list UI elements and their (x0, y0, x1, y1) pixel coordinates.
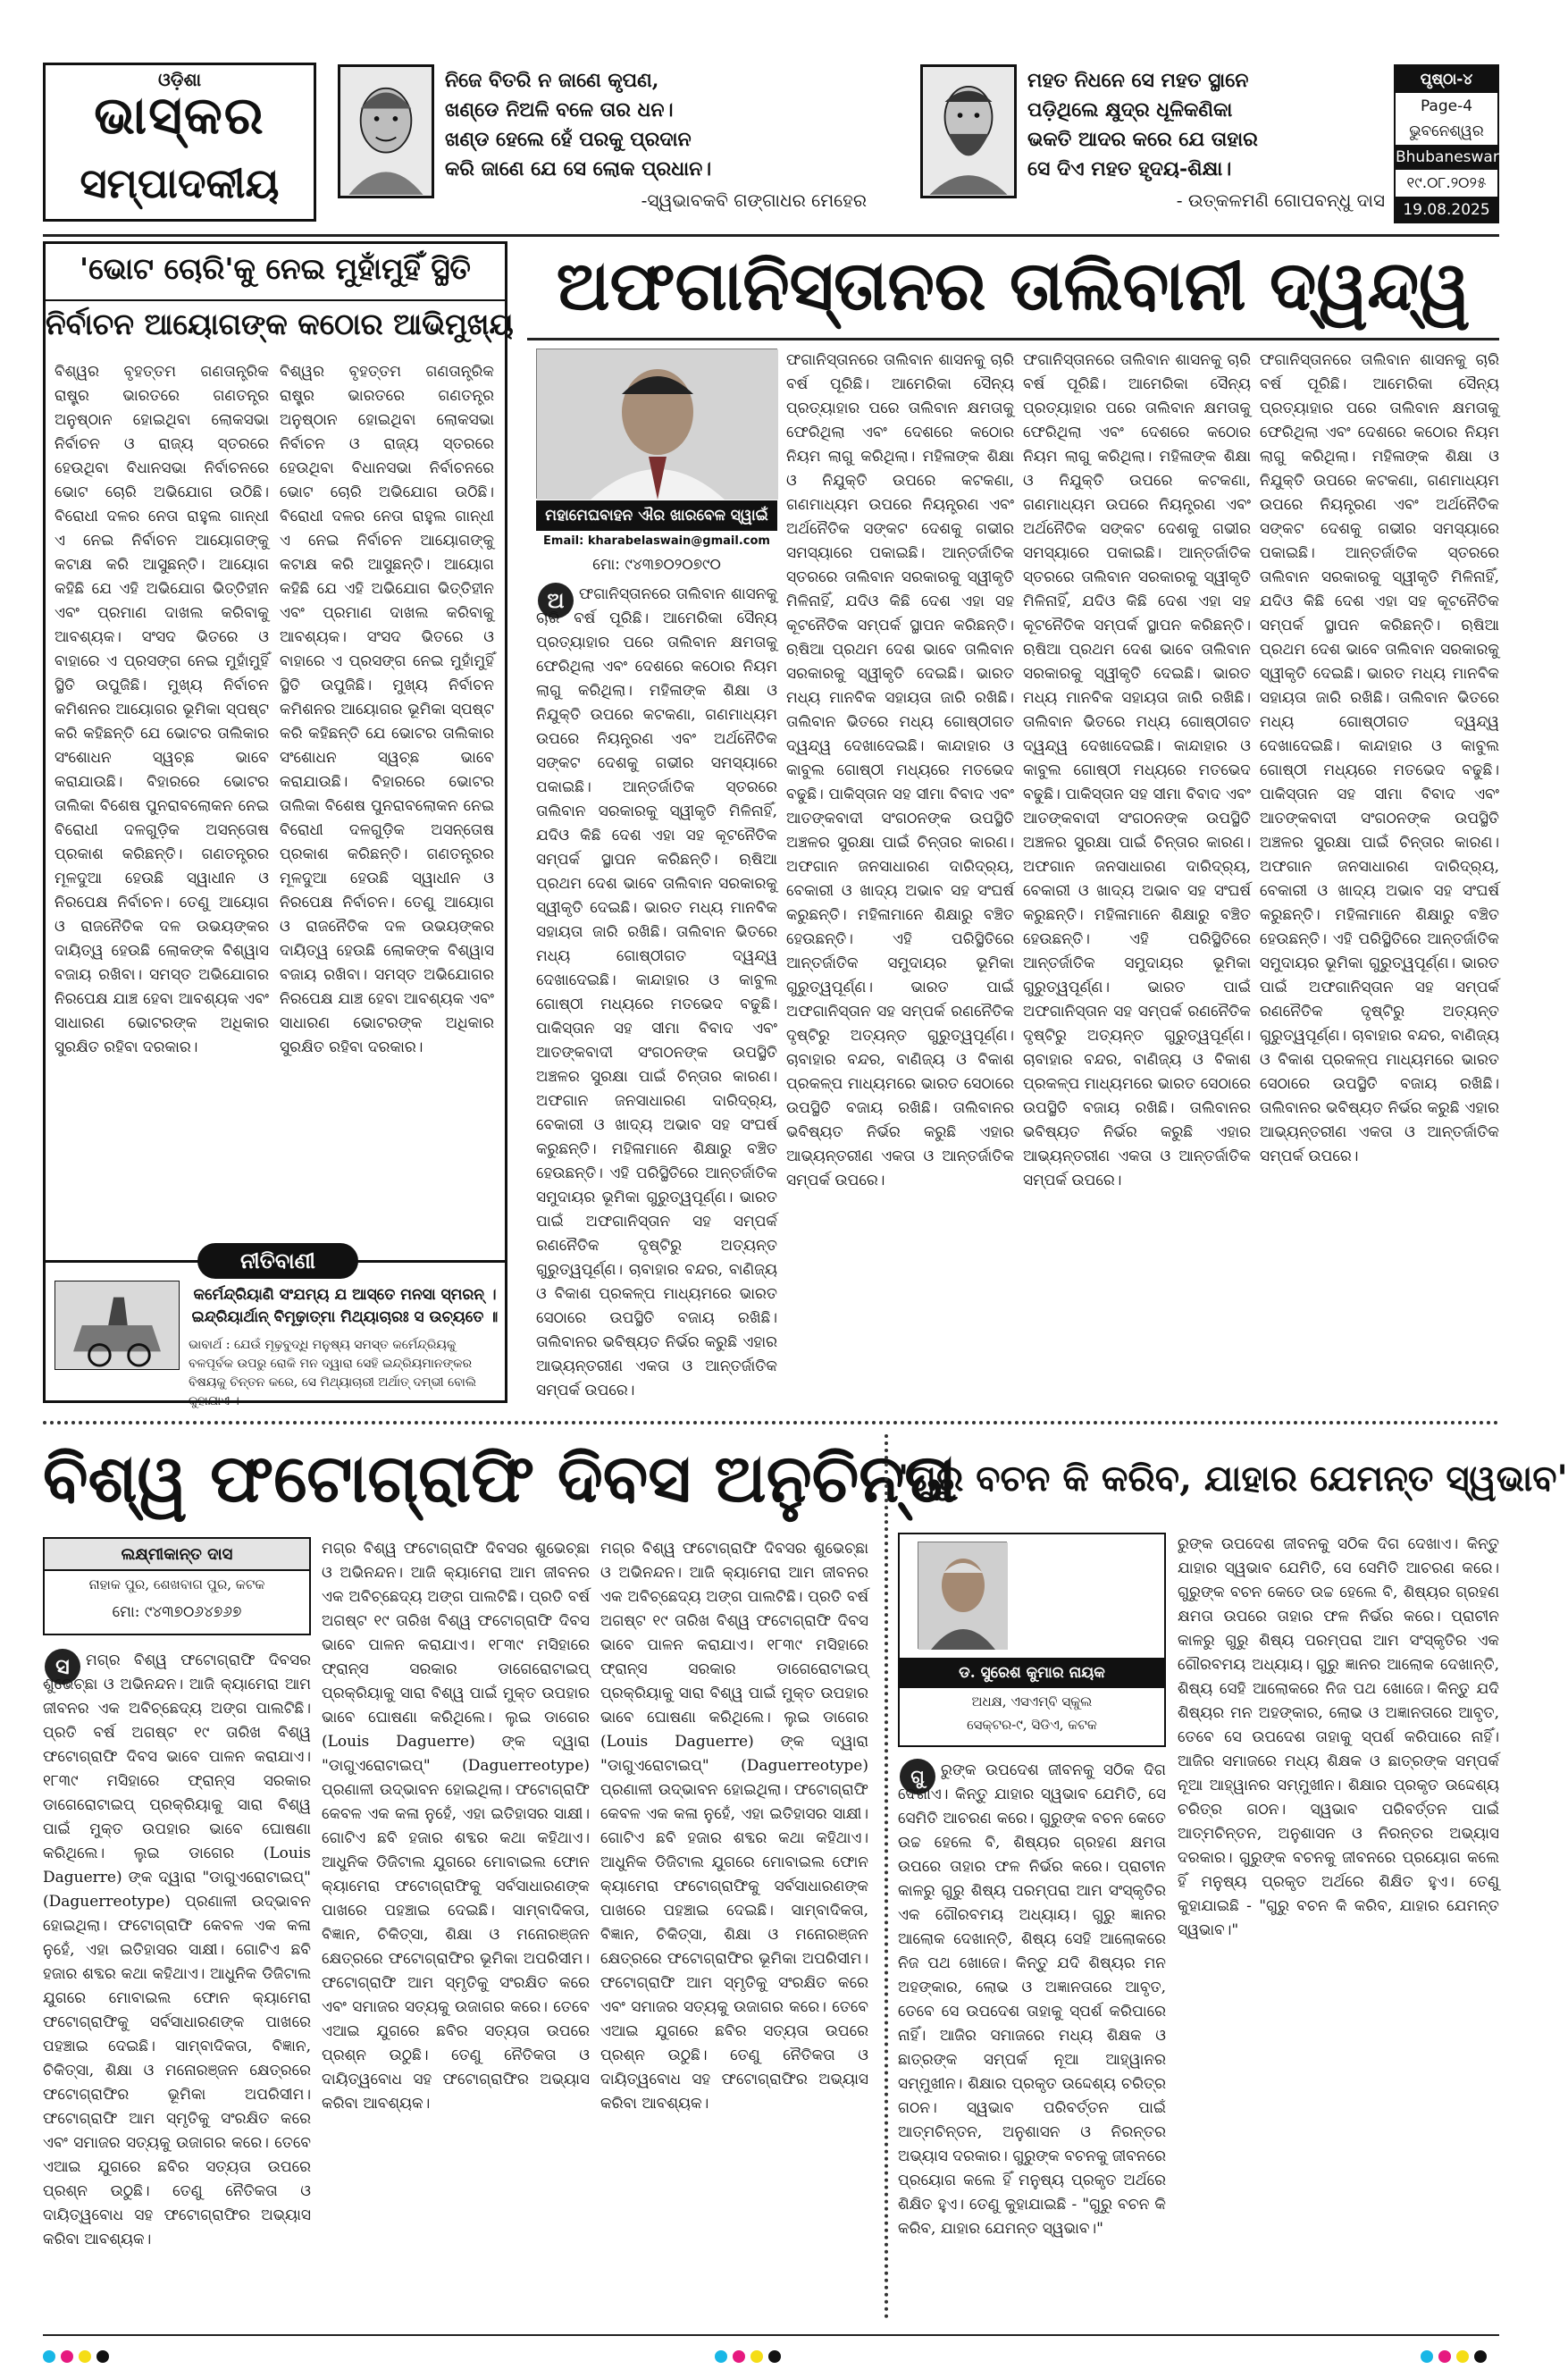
registration-dot (733, 2350, 745, 2363)
niti-verse (189, 1284, 501, 1329)
registration-dot (715, 2350, 727, 2363)
poem-left-line: ନିଜେ ବିତରି ନ ଜାଣେ କୃପଣ, (445, 69, 659, 92)
logo-section: ସମ୍ପାଦକୀୟ (80, 159, 280, 207)
poem-left-line: ଖଣ୍ଡେ ନିଅଳି ବଳେ ତାର ଧନ। (445, 98, 674, 122)
dropcap-gu: ଗୁ (900, 1759, 935, 1794)
author-designation-suresh: ଅଧକ୍ଷ, ଏସଏମ୍ବି ସ୍କୁଲ (971, 1693, 1093, 1710)
page-number-english: Page-4 (1420, 97, 1473, 115)
poet-portrait-right (920, 64, 1017, 198)
poem-left (445, 66, 865, 184)
photography-body-col-1: ମଗ୍ର ବିଶ୍ୱ ଫଟୋଗ୍ରାଫି ଦିବସର ଶୁଭେଚ୍ଛା ଓ ଅଭିନନ୍ଦନ। ଆଜି କ୍ୟାମେରା ଆମ ଜୀବନର ଏକ ଅବିଚ୍ଛେଦ୍ୟ ଅଙ୍ଗ ପାଲଟିଛି। ପ୍ରତି ବର୍ଷ ଅଗଷ୍ଟ ୧୯ ତାରିଖ ବିଶ୍ୱ ଫଟୋଗ୍ରାଫି ଦିବସ ଭାବେ ପାଳନ କରାଯାଏ। ୧୮୩୯ ମସିହାରେ ଫ୍ରାନ୍ସ ସରକାର ଡାଗେରୋଟାଇପ୍ ପ୍ରକ୍ରିୟାକୁ ସାରା ବିଶ୍ୱ ପାଇଁ ମୁକ୍ତ ଉପହାର ଭାବେ ଘୋଷଣା କରିଥିଲେ। ଲୁଇ ଡାଗେର (Louis Daguerre) ଙ୍କ ଦ୍ୱାରା "ଡାଗୁଏରୋଟାଇପ୍" (Daguerreotype) ପ୍ରଣାଳୀ ଉଦ୍ଭାବନ ହୋଇଥିଲା। ଫଟୋଗ୍ରାଫି କେବଳ ଏକ କଳା ନୁହେଁ, ଏହା ଇତିହାସର ସାକ୍ଷୀ। ଗୋଟିଏ ଛବି ହଜାର ଶବ୍ଦର କଥା କହିଥାଏ। ଆଧୁନିକ ଡିଜିଟାଲ ଯୁଗରେ ମୋବାଇଲ ଫୋନ କ୍ୟାମେରା ଫଟୋଗ୍ରାଫିକୁ ସର୍ବସାଧାରଣଙ୍କ ପାଖରେ ପହଞ୍ଚାଇ ଦେଇଛି। ସାମ୍ବାଦିକତା, ବିଜ୍ଞାନ, ଚିକିତ୍ସା, ଶିକ୍ଷା ଓ ମନୋରଞ୍ଜନ କ୍ଷେତ୍ରରେ ଫଟୋଗ୍ରାଫିର ଭୂମିକା ଅପରିସୀମ। ଫଟୋଗ୍ରାଫି ଆମ ସ୍ମୃତିକୁ ସଂରକ୍ଷିତ କରେ ଏବଂ ସମାଜର ସତ୍ୟକୁ ଉଜାଗର କରେ। ତେବେ ଏଆଇ ଯୁଗରେ ଛବିର ସତ୍ୟତା ଉପରେ ପ୍ରଶ୍ନ ଉଠୁଛି। ତେଣୁ ନୈତିକତା ଓ ଦାୟିତ୍ୱବୋଧ ସହ ଫଟୋଗ୍ରାଫିର ଅଭ୍ୟାସ କରିବା ଆବଶ୍ୟକ। (43, 1651, 311, 2248)
afghanistan-body-col-4: ଫଗାନିସ୍ତାନରେ ତାଲିବାନ ଶାସନକୁ ଚାରି ବର୍ଷ ପୂରିଛି। ଆମେରିକା ସୈନ୍ୟ ପ୍ରତ୍ୟାହାର ପରେ ତାଲିବାନ କ୍ଷମତାକୁ ଫେରିଥିଲା ଏବଂ ଦେଶରେ କଠୋର ନିୟମ ଲାଗୁ କରିଥିଲା। ମହିଳାଙ୍କ ଶିକ୍ଷା ଓ ନିଯୁକ୍ତି ଉପରେ କଟକଣା, ଗଣମାଧ୍ୟମ ଉପରେ ନିୟନ୍ତ୍ରଣ ଏବଂ ଅର୍ଥନୈତିକ ସଙ୍କଟ ଦେଶକୁ ଗଭୀର ସମସ୍ୟାରେ ପକାଇଛି। ଆନ୍ତର୍ଜାତିକ ସ୍ତରରେ ତାଲିବାନ ସରକାରକୁ ସ୍ୱୀକୃତି ମିଳିନାହିଁ, ଯଦିଓ କିଛି ଦେଶ ଏହା ସହ କୂଟନୈତିକ ସମ୍ପର୍କ ସ୍ଥାପନ କରିଛନ୍ତି। ଋଷିଆ ପ୍ରଥମ ଦେଶ ଭାବେ ତାଲିବାନ ସରକାରକୁ ସ୍ୱୀକୃତି ଦେଇଛି। ଭାରତ ମଧ୍ୟ ମାନବିକ ସହାୟତା ଜାରି ରଖିଛି। ତାଲିବାନ ଭିତରେ ମଧ୍ୟ ଗୋଷ୍ଠୀଗତ ଦ୍ୱନ୍ଦ୍ୱ ଦେଖାଦେଇଛି। କାନ୍ଦାହାର ଓ କାବୁଲ ଗୋଷ୍ଠୀ ମଧ୍ୟରେ ମତଭେଦ ବଢୁଛି। ପାକିସ୍ତାନ ସହ ସୀମା ବିବାଦ ଏବଂ ଆତଙ୍କବାଦୀ ସଂଗଠନଙ୍କ ଉପସ୍ଥିତି ଅଞ୍ଚଳର ସୁରକ୍ଷା ପାଇଁ ଚିନ୍ତାର କାରଣ। ଅଫଗାନ ଜନସାଧାରଣ ଦାରିଦ୍ର୍ୟ, ବେକାରୀ ଓ ଖାଦ୍ୟ ଅଭାବ ସହ ସଂଘର୍ଷ କରୁଛନ୍ତି। ମହିଳାମାନେ ଶିକ୍ଷାରୁ ବଞ୍ଚିତ ହେଉଛନ୍ତି। ଏହି ପରିସ୍ଥିତିରେ ଆନ୍ତର୍ଜାତିକ ସମୁଦାୟର ଭୂମିକା ଗୁରୁତ୍ୱପୂର୍ଣ୍ଣ। ଭାରତ ପାଇଁ ଅଫଗାନିସ୍ତାନ ସହ ସମ୍ପର୍କ ରଣନୈତିକ ଦୃଷ୍ଟିରୁ ଅତ୍ୟନ୍ତ ଗୁରୁତ୍ୱପୂର୍ଣ୍ଣ। ଚାବାହାର ବନ୍ଦର, ବାଣିଜ୍ୟ ଓ ବିକାଶ ପ୍ରକଳ୍ପ ମାଧ୍ୟମରେ ଭାରତ ସେଠାରେ ଉପସ୍ଥିତି ବଜାୟ ରଖିଛି। ତାଲିବାନର ଭବିଷ୍ୟତ ନିର୍ଭର କରୁଛି ଏହାର ଆଭ୍ୟନ୍ତରୀଣ ଏକତା ଓ ଆନ୍ତର୍ଜାତିକ ସମ୍ପର୍କ ଉପରେ। (1260, 351, 1499, 1165)
guru-headline: 'ଗୁରୁ ବଚନ କି କରିବ, ଯାହାର ଯେମନ୍ତ ସ୍ୱଭାବ' (898, 1458, 1568, 1500)
registration-dot (79, 2350, 91, 2363)
author-name-lakshmikanta: ଲକ୍ଷ୍ମୀକାନ୍ତ ଦାସ (45, 1539, 309, 1571)
editorial-body-col-2: ବିଶ୍ୱର ବୃହତ୍ତମ ଗଣତାନ୍ତ୍ରିକ ରାଷ୍ଟ୍ର ଭାରତରେ ଗଣତନ୍ତ୍ର ଅନୁଷ୍ଠାନ ହୋଇଥିବା ଲୋକସଭା ନିର୍ବାଚନ ଓ ରାଜ୍ୟ ସ୍ତରରେ ହେଉଥିବା ବିଧାନସଭା ନିର୍ବାଚନରେ ଭୋଟ ଚୋରି ଅଭିଯୋଗ ଉଠିଛି। ବିରୋଧୀ ଦଳର ନେତା ରାହୁଲ ଗାନ୍ଧୀ ଏ ନେଇ ନିର୍ବାଚନ ଆୟୋଗଙ୍କୁ କଟାକ୍ଷ କରି ଆସୁଛନ୍ତି। ଆୟୋଗ କହିଛି ଯେ ଏହି ଅଭିଯୋଗ ଭିତ୍ତିହୀନ ଏବଂ ପ୍ରମାଣ ଦାଖଲ କରିବାକୁ ଆବଶ୍ୟକ। ସଂସଦ ଭିତରେ ଓ ବାହାରେ ଏ ପ୍ରସଙ୍ଗ ନେଇ ମୁହାଁମୁହିଁ ସ୍ଥିତି ଉପୁଜିଛି। ମୁଖ୍ୟ ନିର୍ବାଚନ କମିଶନର ଆୟୋଗର ଭୂମିକା ସ୍ପଷ୍ଟ କରି କହିଛନ୍ତି ଯେ ଭୋଟର ତାଲିକାର ସଂଶୋଧନ ସ୍ୱଚ୍ଛ ଭାବେ କରାଯାଉଛି। ବିହାରରେ ଭୋଟର ତାଲିକା ବିଶେଷ ପୁନରାବଲୋକନ ନେଇ ବିରୋଧୀ ଦଳଗୁଡ଼ିକ ଅସନ୍ତୋଷ ପ୍ରକାଶ କରିଛନ୍ତି। ଗଣତନ୍ତ୍ରର ମୂଳଦୁଆ ହେଉଛି ସ୍ୱାଧୀନ ଓ ନିରପେକ୍ଷ ନିର୍ବାଚନ। ତେଣୁ ଆୟୋଗ ଓ ରାଜନୈତିକ ଦଳ ଉଭୟଙ୍କର ଦାୟିତ୍ୱ ହେଉଛି ଲୋକଙ୍କ ବିଶ୍ୱାସ ବଜାୟ ରଖିବା। ସମସ୍ତ ଅଭିଯୋଗର ନିରପେକ୍ଷ ଯାଞ୍ଚ ହେବା ଆବଶ୍ୟକ ଏବଂ ସାଧାରଣ ଭୋଟରଙ୍କ ଅଧିକାର ସୁରକ୍ଷିତ ରହିବା ଦରକାର। (280, 363, 494, 1056)
editorial-kicker: 'ଭୋଟ ଚୋରି'କୁ ନେଇ ମୁହାଁମୁହିଁ ସ୍ଥିତି (80, 251, 471, 286)
author-address-lakshmikanta: ନାହାକ ପୁର, ଶେଖବାଗ ପୁର, କଟକ (88, 1576, 265, 1592)
masthead-divider (43, 234, 1499, 237)
date-english: 19.08.2025 (1396, 197, 1497, 223)
chariot-sketch (55, 1281, 179, 1369)
niti-verse-line-2: ଇନ୍ଦ୍ରିୟାର୍ଥାନ୍ ବିମୂଢ଼ାତ୍ମା ମିଥ୍ୟାଚାରଃ ସ ଉଚ୍ୟତେ ॥ (191, 1308, 499, 1326)
poem-right-line: ମହତ ନିଧନେ ସେ ମହତ ସ୍ଥାନେ (1027, 69, 1249, 92)
poem-left-attribution: -ସ୍ୱଭାବକବି ଗଙ୍ଗାଧର ମେହେର (641, 189, 867, 211)
author-photo-kharabela (536, 349, 777, 499)
author-photo-sketch (537, 349, 778, 500)
niti-meaning: ଭାବାର୍ଥ : ଯେଉଁ ମୂଢ଼ବୁଦ୍ଧି ମନୁଷ୍ୟ ସମସ୍ତ କର୍ମେନ୍ଦ୍ରିୟକୁ ବଳପୂର୍ବକ ଉପରୁ ରୋକି ମନ ଦ୍ୱାରା ସେହି ଇନ୍ଦ୍ରିୟମାନଙ୍କର ବିଷୟକୁ ଚିନ୍ତନ କରେ, ସେ ମିଥ୍ୟାଚାରୀ ଅର୍ଥାତ୍ ଦମ୍ଭୀ ବୋଲି କୁହାଯାଏ । (189, 1338, 477, 1408)
niti-bani-box (43, 1248, 507, 1408)
poet-portrait-left (338, 64, 434, 198)
page-meta-box (1394, 64, 1499, 223)
dropcap-sa: ସ (45, 1649, 80, 1685)
poem-left-line: ଖଣ୍ଡ ହେଲେ ହେଁ ପରକୁ ପ୍ରଦାନ (445, 128, 692, 151)
registration-dot (61, 2350, 73, 2363)
poem-right (1027, 66, 1385, 184)
newspaper-logo (43, 63, 316, 222)
photography-body-col-3: ମଗ୍ର ବିଶ୍ୱ ଫଟୋଗ୍ରାଫି ଦିବସର ଶୁଭେଚ୍ଛା ଓ ଅଭିନନ୍ଦନ। ଆଜି କ୍ୟାମେରା ଆମ ଜୀବନର ଏକ ଅବିଚ୍ଛେଦ୍ୟ ଅଙ୍ଗ ପାଲଟିଛି। ପ୍ରତି ବର୍ଷ ଅଗଷ୍ଟ ୧୯ ତାରିଖ ବିଶ୍ୱ ଫଟୋଗ୍ରାଫି ଦିବସ ଭାବେ ପାଳନ କରାଯାଏ। ୧୮୩୯ ମସିହାରେ ଫ୍ରାନ୍ସ ସରକାର ଡାଗେରୋଟାଇପ୍ ପ୍ରକ୍ରିୟାକୁ ସାରା ବିଶ୍ୱ ପାଇଁ ମୁକ୍ତ ଉପହାର ଭାବେ ଘୋଷଣା କରିଥିଲେ। ଲୁଇ ଡାଗେର (Louis Daguerre) ଙ୍କ ଦ୍ୱାରା "ଡାଗୁଏରୋଟାଇପ୍" (Daguerreotype) ପ୍ରଣାଳୀ ଉଦ୍ଭାବନ ହୋଇଥିଲା। ଫଟୋଗ୍ରାଫି କେବଳ ଏକ କଳା ନୁହେଁ, ଏହା ଇତିହାସର ସାକ୍ଷୀ। ଗୋଟିଏ ଛବି ହଜାର ଶବ୍ଦର କଥା କହିଥାଏ। ଆଧୁନିକ ଡିଜିଟାଲ ଯୁଗରେ ମୋବାଇଲ ଫୋନ କ୍ୟାମେରା ଫଟୋଗ୍ରାଫିକୁ ସର୍ବସାଧାରଣଙ୍କ ପାଖରେ ପହଞ୍ଚାଇ ଦେଇଛି। ସାମ୍ବାଦିକତା, ବିଜ୍ଞାନ, ଚିକିତ୍ସା, ଶିକ୍ଷା ଓ ମନୋରଞ୍ଜନ କ୍ଷେତ୍ରରେ ଫଟୋଗ୍ରାଫିର ଭୂମିକା ଅପରିସୀମ। ଫଟୋଗ୍ରାଫି ଆମ ସ୍ମୃତିକୁ ସଂରକ୍ଷିତ କରେ ଏବଂ ସମାଜର ସତ୍ୟକୁ ଉଜାଗର କରେ। ତେବେ ଏଆଇ ଯୁଗରେ ଛବିର ସତ୍ୟତା ଉପରେ ପ୍ରଶ୍ନ ଉଠୁଛି। ତେଣୁ ନୈତିକତା ଓ ଦାୟିତ୍ୱବୋଧ ସହ ଫଟୋଗ୍ରାଫିର ଅଭ୍ୟାସ କରିବା ଆବଶ୍ୟକ। (600, 1540, 868, 2113)
registration-dot (1421, 2350, 1433, 2363)
page-number-odia: ପୃଷ୍ଠା-୪ (1396, 66, 1497, 93)
poem-right-attribution: - ଉତ୍କଳମଣି ଗୋପବନ୍ଧୁ ଦାସ (1176, 189, 1385, 211)
editorial-box (43, 241, 514, 1278)
footer-rule (43, 2334, 1499, 2336)
editorial-headline: ନିର୍ବାଚନ ଆୟୋଗଙ୍କ କଠୋର ଆଭିମୁଖ୍ୟ (46, 299, 505, 342)
photography-headline: ବିଶ୍ୱ ଫଟୋଗ୍ରାଫି ଦିବସ ଅନୁଚିନ୍ତା (43, 1441, 958, 1517)
author-box-lakshmikanta (43, 1537, 311, 1635)
afghanistan-body-col-1: ଫଗାନିସ୍ତାନରେ ତାଲିବାନ ଶାସନକୁ ଚାରି ବର୍ଷ ପୂରିଛି। ଆମେରିକା ସୈନ୍ୟ ପ୍ରତ୍ୟାହାର ପରେ ତାଲିବାନ କ୍ଷମତାକୁ ଫେରିଥିଲା ଏବଂ ଦେଶରେ କଠୋର ନିୟମ ଲାଗୁ କରିଥିଲା। ମହିଳାଙ୍କ ଶିକ୍ଷା ଓ ନିଯୁକ୍ତି ଉପରେ କଟକଣା, ଗଣମାଧ୍ୟମ ଉପରେ ନିୟନ୍ତ୍ରଣ ଏବଂ ଅର୍ଥନୈତିକ ସଙ୍କଟ ଦେଶକୁ ଗଭୀର ସମସ୍ୟାରେ ପକାଇଛି। ଆନ୍ତର୍ଜାତିକ ସ୍ତରରେ ତାଲିବାନ ସରକାରକୁ ସ୍ୱୀକୃତି ମିଳିନାହିଁ, ଯଦିଓ କିଛି ଦେଶ ଏହା ସହ କୂଟନୈତିକ ସମ୍ପର୍କ ସ୍ଥାପନ କରିଛନ୍ତି। ଋଷିଆ ପ୍ରଥମ ଦେଶ ଭାବେ ତାଲିବାନ ସରକାରକୁ ସ୍ୱୀକୃତି ଦେଇଛି। ଭାରତ ମଧ୍ୟ ମାନବିକ ସହାୟତା ଜାରି ରଖିଛି। ତାଲିବାନ ଭିତରେ ମଧ୍ୟ ଗୋଷ୍ଠୀଗତ ଦ୍ୱନ୍ଦ୍ୱ ଦେଖାଦେଇଛି। କାନ୍ଦାହାର ଓ କାବୁଲ ଗୋଷ୍ଠୀ ମଧ୍ୟରେ ମତଭେଦ ବଢୁଛି। ପାକିସ୍ତାନ ସହ ସୀମା ବିବାଦ ଏବଂ ଆତଙ୍କବାଦୀ ସଂଗଠନଙ୍କ ଉପସ୍ଥିତି ଅଞ୍ଚଳର ସୁରକ୍ଷା ପାଇଁ ଚିନ୍ତାର କାରଣ। ଅଫଗାନ ଜନସାଧାରଣ ଦାରିଦ୍ର୍ୟ, ବେକାରୀ ଓ ଖାଦ୍ୟ ଅଭାବ ସହ ସଂଘର୍ଷ କରୁଛନ୍ତି। ମହିଳାମାନେ ଶିକ୍ଷାରୁ ବଞ୍ଚିତ ହେଉଛନ୍ତି। ଏହି ପରିସ୍ଥିତିରେ ଆନ୍ତର୍ଜାତିକ ସମୁଦାୟର ଭୂମିକା ଗୁରୁତ୍ୱପୂର୍ଣ୍ଣ। ଭାରତ ପାଇଁ ଅଫଗାନିସ୍ତାନ ସହ ସମ୍ପର୍କ ରଣନୈତିକ ଦୃଷ୍ଟିରୁ ଅତ୍ୟନ୍ତ ଗୁରୁତ୍ୱପୂର୍ଣ୍ଣ। ଚାବାହାର ବନ୍ଦର, ବାଣିଜ୍ୟ ଓ ବିକାଶ ପ୍ରକଳ୍ପ ମାଧ୍ୟମରେ ଭାରତ ସେଠାରେ ଉପସ୍ଥିତି ବଜାୟ ରଖିଛି। ତାଲିବାନର ଭବିଷ୍ୟତ ନିର୍ଭର କରୁଛି ଏହାର ଆଭ୍ୟନ୍ତରୀଣ ଏକତା ଓ ଆନ୍ତର୍ଜାତିକ ସମ୍ପର୍କ ଉପରେ। (536, 585, 777, 1399)
poem-right-line: ସେ ଦିଏ ମହତ ହୃଦୟ-ଶିକ୍ଷା। (1027, 157, 1232, 181)
registration-dot (1438, 2350, 1451, 2363)
registration-dot (1474, 2350, 1487, 2363)
portrait-left-sketch (340, 67, 432, 196)
author-address-suresh: ସେକ୍ଟର-୯, ସିଡିଏ, କଟକ (967, 1717, 1097, 1733)
registration-dot (768, 2350, 781, 2363)
guru-body-col-2: ରୁଙ୍କ ଉପଦେଶ ଜୀବନକୁ ସଠିକ ଦିଗ ଦେଖାଏ। କିନ୍ତୁ ଯାହାର ସ୍ୱଭାବ ଯେମିତି, ସେ ସେମିତି ଆଚରଣ କରେ। ଗୁରୁଙ୍କ ବଚନ କେତେ ଉଚ୍ଚ ହେଲେ ବି, ଶିଷ୍ୟର ଗ୍ରହଣ କ୍ଷମତା ଉପରେ ତାହାର ଫଳ ନିର୍ଭର କରେ। ପ୍ରାଚୀନ କାଳରୁ ଗୁରୁ ଶିଷ୍ୟ ପରମ୍ପରା ଆମ ସଂସ୍କୃତିର ଏକ ଗୌରବମୟ ଅଧ୍ୟାୟ। ଗୁରୁ ଜ୍ଞାନର ଆଲୋକ ଦେଖାନ୍ତି, ଶିଷ୍ୟ ସେହି ଆଲୋକରେ ନିଜ ପଥ ଖୋଜେ। କିନ୍ତୁ ଯଦି ଶିଷ୍ୟର ମନ ଅହଙ୍କାର, ଲୋଭ ଓ ଅଜ୍ଞାନତାରେ ଆବୃତ, ତେବେ ସେ ଉପଦେଶ ତାହାକୁ ସ୍ପର୍ଶ କରିପାରେ ନାହିଁ। ଆଜିର ସମାଜରେ ମଧ୍ୟ ଶିକ୍ଷକ ଓ ଛାତ୍ରଙ୍କ ସମ୍ପର୍କ ନୂଆ ଆହ୍ୱାନର ସମ୍ମୁଖୀନ। ଶିକ୍ଷାର ପ୍ରକୃତ ଉଦ୍ଦେଶ୍ୟ ଚରିତ୍ର ଗଠନ। ସ୍ୱଭାବ ପରିବର୍ତ୍ତନ ପାଇଁ ଆତ୍ମଚିନ୍ତନ, ଅନୁଶାସନ ଓ ନିରନ୍ତର ଅଭ୍ୟାସ ଦରକାର। ଗୁରୁଙ୍କ ବଚନକୁ ଜୀବନରେ ପ୍ରୟୋଗ କଲେ ହିଁ ମନୁଷ୍ୟ ପ୍ରକୃତ ଅର୍ଥରେ ଶିକ୍ଷିତ ହୁଏ। ତେଣୁ କୁହାଯାଇଛି - "ଗୁରୁ ବଚନ କି କରିବ, ଯାହାର ଯେମନ୍ତ ସ୍ୱଭାବ।" (1178, 1535, 1499, 1939)
date-odia: ୧୯.୦୮.୨୦୨୫ (1406, 174, 1487, 192)
portrait-right-sketch (923, 67, 1014, 196)
krishna-illustration (55, 1281, 180, 1370)
afghanistan-headline: ଅଫଗାନିସ୍ତାନର ତାଲିବାନୀ ଦ୍ୱନ୍ଦ୍ୱ (556, 246, 1471, 325)
dropcap-a: ଅ (538, 583, 574, 618)
poem-right-line: ପଡ଼ିଥିଲେ କ୍ଷୁଦ୍ର ଧୂଳିକଣିକା (1027, 98, 1233, 122)
afghanistan-body-col-2: ଫଗାନିସ୍ତାନରେ ତାଲିବାନ ଶାସନକୁ ଚାରି ବର୍ଷ ପୂରିଛି। ଆମେରିକା ସୈନ୍ୟ ପ୍ରତ୍ୟାହାର ପରେ ତାଲିବାନ କ୍ଷମତାକୁ ଫେରିଥିଲା ଏବଂ ଦେଶରେ କଠୋର ନିୟମ ଲାଗୁ କରିଥିଲା। ମହିଳାଙ୍କ ଶିକ୍ଷା ଓ ନିଯୁକ୍ତି ଉପରେ କଟକଣା, ଗଣମାଧ୍ୟମ ଉପରେ ନିୟନ୍ତ୍ରଣ ଏବଂ ଅର୍ଥନୈତିକ ସଙ୍କଟ ଦେଶକୁ ଗଭୀର ସମସ୍ୟାରେ ପକାଇଛି। ଆନ୍ତର୍ଜାତିକ ସ୍ତରରେ ତାଲିବାନ ସରକାରକୁ ସ୍ୱୀକୃତି ମିଳିନାହିଁ, ଯଦିଓ କିଛି ଦେଶ ଏହା ସହ କୂଟନୈତିକ ସମ୍ପର୍କ ସ୍ଥାପନ କରିଛନ୍ତି। ଋଷିଆ ପ୍ରଥମ ଦେଶ ଭାବେ ତାଲିବାନ ସରକାରକୁ ସ୍ୱୀକୃତି ଦେଇଛି। ଭାରତ ମଧ୍ୟ ମାନବିକ ସହାୟତା ଜାରି ରଖିଛି। ତାଲିବାନ ଭିତରେ ମଧ୍ୟ ଗୋଷ୍ଠୀଗତ ଦ୍ୱନ୍ଦ୍ୱ ଦେଖାଦେଇଛି। କାନ୍ଦାହାର ଓ କାବୁଲ ଗୋଷ୍ଠୀ ମଧ୍ୟରେ ମତଭେଦ ବଢୁଛି। ପାକିସ୍ତାନ ସହ ସୀମା ବିବାଦ ଏବଂ ଆତଙ୍କବାଦୀ ସଂଗଠନଙ୍କ ଉପସ୍ଥିତି ଅଞ୍ଚଳର ସୁରକ୍ଷା ପାଇଁ ଚିନ୍ତାର କାରଣ। ଅଫଗାନ ଜନସାଧାରଣ ଦାରିଦ୍ର୍ୟ, ବେକାରୀ ଓ ଖାଦ୍ୟ ଅଭାବ ସହ ସଂଘର୍ଷ କରୁଛନ୍ତି। ମହିଳାମାନେ ଶିକ୍ଷାରୁ ବଞ୍ଚିତ ହେଉଛନ୍ତି। ଏହି ପରିସ୍ଥିତିରେ ଆନ୍ତର୍ଜାତିକ ସମୁଦାୟର ଭୂମିକା ଗୁରୁତ୍ୱପୂର୍ଣ୍ଣ। ଭାରତ ପାଇଁ ଅଫଗାନିସ୍ତାନ ସହ ସମ୍ପର୍କ ରଣନୈତିକ ଦୃଷ୍ଟିରୁ ଅତ୍ୟନ୍ତ ଗୁରୁତ୍ୱପୂର୍ଣ୍ଣ। ଚାବାହାର ବନ୍ଦର, ବାଣିଜ୍ୟ ଓ ବିକାଶ ପ୍ରକଳ୍ପ ମାଧ୍ୟମରେ ଭାରତ ସେଠାରେ ଉପସ୍ଥିତି ବଜାୟ ରଖିଛି। ତାଲିବାନର ଭବିଷ୍ୟତ ନିର୍ଭର କରୁଛି ଏହାର ଆଭ୍ୟନ୍ତରୀଣ ଏକତା ଓ ଆନ୍ତର୍ଜାତିକ ସମ୍ପର୍କ ଉପରେ। (786, 351, 1014, 1189)
logo-name: ଭାସ୍କର (94, 85, 265, 146)
poem-left-line: କରି ଜାଣେ ଯେ ସେ ଲୋକ ପ୍ରଧାନ। (445, 157, 712, 181)
author-photo-suresh (918, 1542, 1007, 1649)
author-email: Email: kharabelaswain@gmail.com (543, 534, 770, 548)
registration-dot (43, 2350, 55, 2363)
column-divider-dotted (885, 1434, 888, 2319)
guru-body-col-1: ରୁଙ୍କ ଉପଦେଶ ଜୀବନକୁ ସଠିକ ଦିଗ ଦେଖାଏ। କିନ୍ତୁ ଯାହାର ସ୍ୱଭାବ ଯେମିତି, ସେ ସେମିତି ଆଚରଣ କରେ। ଗୁରୁଙ୍କ ବଚନ କେତେ ଉଚ୍ଚ ହେଲେ ବି, ଶିଷ୍ୟର ଗ୍ରହଣ କ୍ଷମତା ଉପରେ ତାହାର ଫଳ ନିର୍ଭର କରେ। ପ୍ରାଚୀନ କାଳରୁ ଗୁରୁ ଶିଷ୍ୟ ପରମ୍ପରା ଆମ ସଂସ୍କୃତିର ଏକ ଗୌରବମୟ ଅଧ୍ୟାୟ। ଗୁରୁ ଜ୍ଞାନର ଆଲୋକ ଦେଖାନ୍ତି, ଶିଷ୍ୟ ସେହି ଆଲୋକରେ ନିଜ ପଥ ଖୋଜେ। କିନ୍ତୁ ଯଦି ଶିଷ୍ୟର ମନ ଅହଙ୍କାର, ଲୋଭ ଓ ଅଜ୍ଞାନତାରେ ଆବୃତ, ତେବେ ସେ ଉପଦେଶ ତାହାକୁ ସ୍ପର୍ଶ କରିପାରେ ନାହିଁ। ଆଜିର ସମାଜରେ ମଧ୍ୟ ଶିକ୍ଷକ ଓ ଛାତ୍ରଙ୍କ ସମ୍ପର୍କ ନୂଆ ଆହ୍ୱାନର ସମ୍ମୁଖୀନ। ଶିକ୍ଷାର ପ୍ରକୃତ ଉଦ୍ଦେଶ୍ୟ ଚରିତ୍ର ଗଠନ। ସ୍ୱଭାବ ପରିବର୍ତ୍ତନ ପାଇଁ ଆତ୍ମଚିନ୍ତନ, ଅନୁଶାସନ ଓ ନିରନ୍ତର ଅଭ୍ୟାସ ଦରକାର। ଗୁରୁଙ୍କ ବଚନକୁ ଜୀବନରେ ପ୍ରୟୋଗ କଲେ ହିଁ ମନୁଷ୍ୟ ପ୍ରକୃତ ଅର୍ଥରେ ଶିକ୍ଷିତ ହୁଏ। ତେଣୁ କୁହାଯାଇଛି - "ଗୁରୁ ବଚନ କି କରିବ, ଯାହାର ଯେମନ୍ତ ସ୍ୱଭାବ।" (898, 1761, 1166, 2238)
niti-verse-line-1: କର୍ମେନ୍ଦ୍ରିୟାଣି ସଂଯମ୍ୟ ଯ ଆସ୍ତେ ମନସା ସ୍ମରନ୍ । (193, 1286, 497, 1304)
afghanistan-body-col-3: ଫଗାନିସ୍ତାନରେ ତାଲିବାନ ଶାସନକୁ ଚାରି ବର୍ଷ ପୂରିଛି। ଆମେରିକା ସୈନ୍ୟ ପ୍ରତ୍ୟାହାର ପରେ ତାଲିବାନ କ୍ଷମତାକୁ ଫେରିଥିଲା ଏବଂ ଦେଶରେ କଠୋର ନିୟମ ଲାଗୁ କରିଥିଲା। ମହିଳାଙ୍କ ଶିକ୍ଷା ଓ ନିଯୁକ୍ତି ଉପରେ କଟକଣା, ଗଣମାଧ୍ୟମ ଉପରେ ନିୟନ୍ତ୍ରଣ ଏବଂ ଅର୍ଥନୈତିକ ସଙ୍କଟ ଦେଶକୁ ଗଭୀର ସମସ୍ୟାରେ ପକାଇଛି। ଆନ୍ତର୍ଜାତିକ ସ୍ତରରେ ତାଲିବାନ ସରକାରକୁ ସ୍ୱୀକୃତି ମିଳିନାହିଁ, ଯଦିଓ କିଛି ଦେଶ ଏହା ସହ କୂଟନୈତିକ ସମ୍ପର୍କ ସ୍ଥାପନ କରିଛନ୍ତି। ଋଷିଆ ପ୍ରଥମ ଦେଶ ଭାବେ ତାଲିବାନ ସରକାରକୁ ସ୍ୱୀକୃତି ଦେଇଛି। ଭାରତ ମଧ୍ୟ ମାନବିକ ସହାୟତା ଜାରି ରଖିଛି। ତାଲିବାନ ଭିତରେ ମଧ୍ୟ ଗୋଷ୍ଠୀଗତ ଦ୍ୱନ୍ଦ୍ୱ ଦେଖାଦେଇଛି। କାନ୍ଦାହାର ଓ କାବୁଲ ଗୋଷ୍ଠୀ ମଧ୍ୟରେ ମତଭେଦ ବଢୁଛି। ପାକିସ୍ତାନ ସହ ସୀମା ବିବାଦ ଏବଂ ଆତଙ୍କବାଦୀ ସଂଗଠନଙ୍କ ଉପସ୍ଥିତି ଅଞ୍ଚଳର ସୁରକ୍ଷା ପାଇଁ ଚିନ୍ତାର କାରଣ। ଅଫଗାନ ଜନସାଧାରଣ ଦାରିଦ୍ର୍ୟ, ବେକାରୀ ଓ ଖାଦ୍ୟ ଅଭାବ ସହ ସଂଘର୍ଷ କରୁଛନ୍ତି। ମହିଳାମାନେ ଶିକ୍ଷାରୁ ବଞ୍ଚିତ ହେଉଛନ୍ତି। ଏହି ପରିସ୍ଥିତିରେ ଆନ୍ତର୍ଜାତିକ ସମୁଦାୟର ଭୂମିକା ଗୁରୁତ୍ୱପୂର୍ଣ୍ଣ। ଭାରତ ପାଇଁ ଅଫଗାନିସ୍ତାନ ସହ ସମ୍ପର୍କ ରଣନୈତିକ ଦୃଷ୍ଟିରୁ ଅତ୍ୟନ୍ତ ଗୁରୁତ୍ୱପୂର୍ଣ୍ଣ। ଚାବାହାର ବନ୍ଦର, ବାଣିଜ୍ୟ ଓ ବିକାଶ ପ୍ରକଳ୍ପ ମାଧ୍ୟମରେ ଭାରତ ସେଠାରେ ଉପସ୍ଥିତି ବଜାୟ ରଖିଛି। ତାଲିବାନର ଭବିଷ୍ୟତ ନିର୍ଭର କରୁଛି ଏହାର ଆଭ୍ୟନ୍ତରୀଣ ଏକତା ଓ ଆନ୍ତର୍ଜାତିକ ସମ୍ପର୍କ ଉପରେ। (1023, 351, 1251, 1189)
registration-dot (750, 2350, 763, 2363)
city-english: Bhubaneswar (1396, 145, 1497, 170)
author-photo-suresh-sketch (918, 1542, 1008, 1650)
registration-dot (96, 2350, 109, 2363)
author-phone: ମୋ: ୯୪୩୭୦୨୦୭୯୦ (592, 556, 721, 574)
author-phone-lakshmikanta: ମୋ: ୯୪୩୭୦୬୪୭୬୭ (112, 1603, 242, 1621)
registration-dot (1456, 2350, 1469, 2363)
photography-body-col-2: ମଗ୍ର ବିଶ୍ୱ ଫଟୋଗ୍ରାଫି ଦିବସର ଶୁଭେଚ୍ଛା ଓ ଅଭିନନ୍ଦନ। ଆଜି କ୍ୟାମେରା ଆମ ଜୀବନର ଏକ ଅବିଚ୍ଛେଦ୍ୟ ଅଙ୍ଗ ପାଲଟିଛି। ପ୍ରତି ବର୍ଷ ଅଗଷ୍ଟ ୧୯ ତାରିଖ ବିଶ୍ୱ ଫଟୋଗ୍ରାଫି ଦିବସ ଭାବେ ପାଳନ କରାଯାଏ। ୧୮୩୯ ମସିହାରେ ଫ୍ରାନ୍ସ ସରକାର ଡାଗେରୋଟାଇପ୍ ପ୍ରକ୍ରିୟାକୁ ସାରା ବିଶ୍ୱ ପାଇଁ ମୁକ୍ତ ଉପହାର ଭାବେ ଘୋଷଣା କରିଥିଲେ। ଲୁଇ ଡାଗେର (Louis Daguerre) ଙ୍କ ଦ୍ୱାରା "ଡାଗୁଏରୋଟାଇପ୍" (Daguerreotype) ପ୍ରଣାଳୀ ଉଦ୍ଭାବନ ହୋଇଥିଲା। ଫଟୋଗ୍ରାଫି କେବଳ ଏକ କଳା ନୁହେଁ, ଏହା ଇତିହାସର ସାକ୍ଷୀ। ଗୋଟିଏ ଛବି ହଜାର ଶବ୍ଦର କଥା କହିଥାଏ। ଆଧୁନିକ ଡିଜିଟାଲ ଯୁଗରେ ମୋବାଇଲ ଫୋନ କ୍ୟାମେରା ଫଟୋଗ୍ରାଫିକୁ ସର୍ବସାଧାରଣଙ୍କ ପାଖରେ ପହଞ୍ଚାଇ ଦେଇଛି। ସାମ୍ବାଦିକତା, ବିଜ୍ଞାନ, ଚିକିତ୍ସା, ଶିକ୍ଷା ଓ ମନୋରଞ୍ଜନ କ୍ଷେତ୍ରରେ ଫଟୋଗ୍ରାଫିର ଭୂମିକା ଅପରିସୀମ। ଫଟୋଗ୍ରାଫି ଆମ ସ୍ମୃତିକୁ ସଂରକ୍ଷିତ କରେ ଏବଂ ସମାଜର ସତ୍ୟକୁ ଉଜାଗର କରେ। ତେବେ ଏଆଇ ଯୁଗରେ ଛବିର ସତ୍ୟତା ଉପରେ ପ୍ରଶ୍ନ ଉଠୁଛି। ତେଣୁ ନୈତିକତା ଓ ଦାୟିତ୍ୱବୋଧ ସହ ଫଟୋଗ୍ରାଫିର ଅଭ୍ୟାସ କରିବା ଆବଶ୍ୟକ। (322, 1540, 590, 2113)
author-name-suresh: ଡ. ସୁରେଶ କୁମାର ନାୟକ (900, 1658, 1164, 1688)
author-name-kharabela: ମହାମେଘବାହନ ଐର ଖାରବେଳ ସ୍ୱାଇଁ (536, 500, 777, 531)
editorial-body-col-1: ବିଶ୍ୱର ବୃହତ୍ତମ ଗଣତାନ୍ତ୍ରିକ ରାଷ୍ଟ୍ର ଭାରତରେ ଗଣତନ୍ତ୍ର ଅନୁଷ୍ଠାନ ହୋଇଥିବା ଲୋକସଭା ନିର୍ବାଚନ ଓ ରାଜ୍ୟ ସ୍ତରରେ ହେଉଥିବା ବିଧାନସଭା ନିର୍ବାଚନରେ ଭୋଟ ଚୋରି ଅଭିଯୋଗ ଉଠିଛି। ବିରୋଧୀ ଦଳର ନେତା ରାହୁଲ ଗାନ୍ଧୀ ଏ ନେଇ ନିର୍ବାଚନ ଆୟୋଗଙ୍କୁ କଟାକ୍ଷ କରି ଆସୁଛନ୍ତି। ଆୟୋଗ କହିଛି ଯେ ଏହି ଅଭିଯୋଗ ଭିତ୍ତିହୀନ ଏବଂ ପ୍ରମାଣ ଦାଖଲ କରିବାକୁ ଆବଶ୍ୟକ। ସଂସଦ ଭିତରେ ଓ ବାହାରେ ଏ ପ୍ରସଙ୍ଗ ନେଇ ମୁହାଁମୁହିଁ ସ୍ଥିତି ଉପୁଜିଛି। ମୁଖ୍ୟ ନିର୍ବାଚନ କମିଶନର ଆୟୋଗର ଭୂମିକା ସ୍ପଷ୍ଟ କରି କହିଛନ୍ତି ଯେ ଭୋଟର ତାଲିକାର ସଂଶୋଧନ ସ୍ୱଚ୍ଛ ଭାବେ କରାଯାଉଛି। ବିହାରରେ ଭୋଟର ତାଲିକା ବିଶେଷ ପୁନରାବଲୋକନ ନେଇ ବିରୋଧୀ ଦଳଗୁଡ଼ିକ ଅସନ୍ତୋଷ ପ୍ରକାଶ କରିଛନ୍ତି। ଗଣତନ୍ତ୍ରର ମୂଳଦୁଆ ହେଉଛି ସ୍ୱାଧୀନ ଓ ନିରପେକ୍ଷ ନିର୍ବାଚନ। ତେଣୁ ଆୟୋଗ ଓ ରାଜନୈତିକ ଦଳ ଉଭୟଙ୍କର ଦାୟିତ୍ୱ ହେଉଛି ଲୋକଙ୍କ ବିଶ୍ୱାସ ବଜାୟ ରଖିବା। ସମସ୍ତ ଅଭିଯୋଗର ନିରପେକ୍ଷ ଯାଞ୍ଚ ହେବା ଆବଶ୍ୟକ ଏବଂ ସାଧାରଣ ଭୋଟରଙ୍କ ଅଧିକାର ସୁରକ୍ଷିତ ରହିବା ଦରକାର। (55, 363, 269, 1056)
headline-underline (527, 338, 1499, 340)
city-odia: ଭୁବନେଶ୍ୱର (1409, 122, 1484, 140)
niti-bani-label: ନୀତିବାଣୀ (197, 1243, 358, 1279)
logo-state: ଓଡ଼ିଶା (157, 69, 202, 90)
section-divider-dotted (43, 1421, 1499, 1424)
author-box-suresh (898, 1533, 1166, 1747)
poem-right-line: ଭକତି ଆଦର କରେ ଯେ ତାହାର (1027, 128, 1258, 151)
